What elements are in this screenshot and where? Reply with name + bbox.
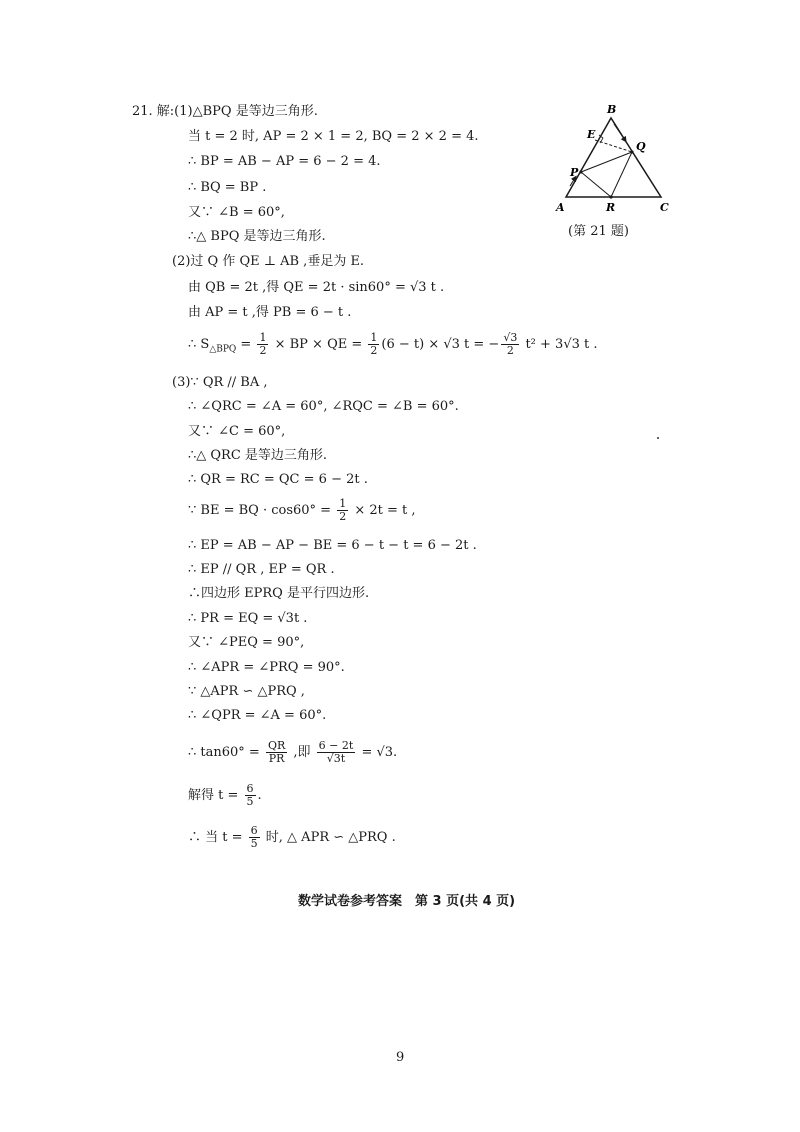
area-mid: × BP × QE = xyxy=(270,337,367,352)
fraction xyxy=(337,498,348,523)
line-9: 由 AP = t ,得 PB = 6 − t . xyxy=(188,305,352,320)
line-13: ∴△ QRC 是等边三角形. xyxy=(188,448,328,463)
area-mid2: (6 − t) × √3 t = − xyxy=(381,337,500,352)
area-sub: △BPQ xyxy=(209,344,237,355)
line-3: ∴ BP = AB − AP = 6 − 2 = 4. xyxy=(188,154,381,169)
line-14: ∴ QR = RC = QC = 6 − 2t . xyxy=(188,472,368,487)
fraction-den: 2 xyxy=(339,510,347,523)
fraction-num: 1 xyxy=(370,331,378,344)
page-footer: 数学试卷参考答案 第 3 页(共 4 页) xyxy=(298,894,516,909)
fraction xyxy=(317,740,356,765)
line-11: ∴ ∠QRC = ∠A = 60°, ∠RQC = ∠B = 60°. xyxy=(188,399,459,414)
final-tail: 时, △ APR ∽ △PRQ . xyxy=(261,830,396,845)
segment-pr xyxy=(581,172,611,197)
label-e: E xyxy=(587,128,596,141)
line-7: (2)过 Q 作 QE ⊥ AB ,垂足为 E. xyxy=(172,254,365,269)
label-c: C xyxy=(660,201,669,214)
be-line xyxy=(188,498,416,523)
tan-line xyxy=(188,740,397,765)
area-lead: ∴ S xyxy=(188,337,210,352)
area-eq: = xyxy=(236,337,256,352)
fraction-den: 2 xyxy=(259,344,267,357)
be-lead: ∵ BE = BQ · cos60° = xyxy=(188,503,336,518)
tan-tail: = √3. xyxy=(357,745,398,760)
fraction-num: √3 xyxy=(503,331,518,344)
triangle-figure xyxy=(548,100,678,240)
fraction xyxy=(368,332,379,357)
line-20: ∴ ∠APR = ∠PRQ = 90°. xyxy=(188,660,345,675)
triangle-diagram xyxy=(548,100,678,215)
label-q: Q xyxy=(636,140,646,153)
line-18: ∴ PR = EQ = √3t . xyxy=(188,611,308,626)
fraction xyxy=(245,783,256,808)
line-1: 21. 解:(1)△BPQ 是等边三角形. xyxy=(132,104,318,119)
area-tail: t² + 3√3 t . xyxy=(521,337,598,352)
final-lead: ∴ 当 t = xyxy=(188,830,247,845)
fraction xyxy=(501,332,519,357)
line-19: 又∵ ∠PEQ = 90°, xyxy=(188,635,305,650)
fraction-num: 1 xyxy=(259,331,267,344)
line-5: 又∵ ∠B = 60°, xyxy=(188,205,285,220)
line-2: 当 t = 2 时, AP = 2 × 1 = 2, BQ = 2 × 2 = 4. xyxy=(188,129,479,144)
point-q xyxy=(630,150,633,153)
fraction-den: PR xyxy=(268,752,285,765)
fraction xyxy=(249,825,260,850)
fraction-den: 2 xyxy=(506,344,514,357)
be-tail: × 2t = t , xyxy=(350,503,416,518)
scan-speck xyxy=(657,437,659,439)
fraction-den: 2 xyxy=(370,344,378,357)
line-6: ∴△ BPQ 是等边三角形. xyxy=(188,229,326,244)
fraction-den: 5 xyxy=(250,837,258,850)
final-line xyxy=(188,825,396,850)
point-p xyxy=(579,170,582,173)
triangle-abc xyxy=(566,118,661,197)
line-16: ∴ EP // QR , EP = QR . xyxy=(188,562,335,577)
arrow-q xyxy=(614,124,625,140)
line-15: ∴ EP = AB − AP − BE = 6 − t − t = 6 − 2t . xyxy=(188,538,477,553)
page-number: 9 xyxy=(396,1050,405,1065)
line-12: 又∵ ∠C = 60°, xyxy=(188,424,286,439)
fraction-num: 1 xyxy=(339,497,347,510)
tan-lead: ∴ tan60° = xyxy=(188,745,264,760)
label-p: P xyxy=(570,166,579,179)
solve-line xyxy=(188,783,262,808)
line-4: ∴ BQ = BP . xyxy=(188,180,267,195)
label-a: A xyxy=(556,201,565,214)
label-b: B xyxy=(607,103,617,116)
fraction-num: 6 xyxy=(246,782,254,795)
solve-lead: 解得 t = xyxy=(188,788,243,803)
label-r: R xyxy=(606,201,616,214)
area-line xyxy=(188,332,598,358)
fraction-den: √3t xyxy=(326,752,346,765)
line-8: 由 QB = 2t ,得 QE = 2t · sin60° = √3 t . xyxy=(188,280,445,295)
line-10: (3)∵ QR // BA , xyxy=(172,375,268,390)
tan-mid: ,即 xyxy=(289,745,315,760)
solve-tail: . xyxy=(257,788,262,803)
point-r xyxy=(609,195,612,198)
fraction-num: QR xyxy=(267,739,286,752)
line-21: ∵ △APR ∽ △PRQ , xyxy=(188,684,305,699)
figure-caption: (第 21 题) xyxy=(568,224,629,239)
line-17: ∴四边形 EPRQ 是平行四边形. xyxy=(188,586,370,601)
line-22: ∴ ∠QPR = ∠A = 60°. xyxy=(188,708,327,723)
fraction-num: 6 xyxy=(250,824,258,837)
fraction-den: 5 xyxy=(246,795,254,808)
fraction xyxy=(266,740,287,765)
fraction xyxy=(257,332,268,357)
fraction-num: 6 − 2t xyxy=(318,739,354,752)
